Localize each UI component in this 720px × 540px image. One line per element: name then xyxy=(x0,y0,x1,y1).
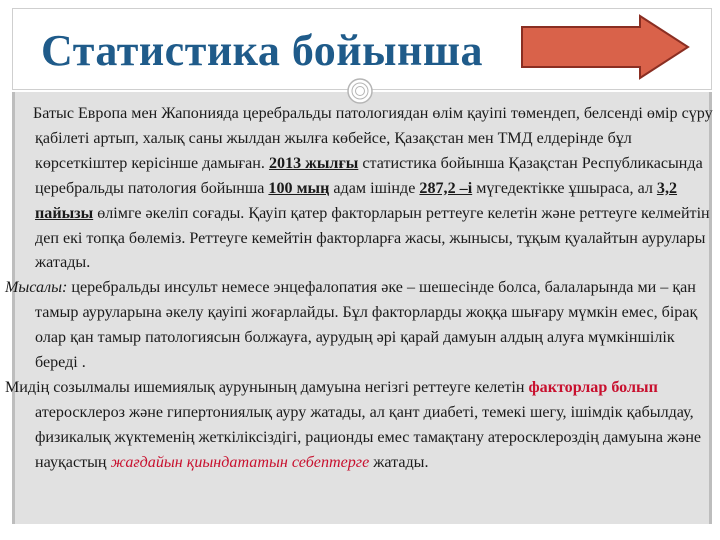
text-run: мүгедектікке ұшыраса, ал xyxy=(472,179,657,197)
slide-title: Статистика бойынша xyxy=(41,26,483,75)
text-run: Батыс Европа мен Жапонияда церебральды патологиядан өлім қауіпі төмендеп, белсенді өмір сүру қабілеті артып, халық саны жылдан жылға көбейсе, Қазақстан мен ТМД елдерінде бұл көрсеткіштер керісінше дамыған. xyxy=(33,105,713,172)
right-arrow-icon xyxy=(520,14,692,80)
paragraph-example xyxy=(0,276,716,376)
text-run: Мидің созылмалы ишемиялық аурунының дамуына негізгі реттеуге келетін xyxy=(5,378,529,396)
body-text xyxy=(0,102,716,476)
population-highlight: 100 мың xyxy=(268,179,330,197)
mortality-percent-highlight: 3,2 пайызы xyxy=(35,179,678,222)
year-highlight: 2013 жылғы xyxy=(268,154,359,172)
paragraph-statistics xyxy=(0,102,716,276)
example-label: Мысалы: xyxy=(5,279,68,297)
text-run: адам ішінде xyxy=(329,179,420,197)
text-run: жатады. xyxy=(369,453,429,471)
disability-rate-highlight: 287,2 –і xyxy=(419,179,473,197)
paragraph-risk-factors xyxy=(0,376,716,476)
complication-causes-highlight: жағдайын қиындататын себептерге xyxy=(110,453,370,471)
factors-highlight: факторлар болып xyxy=(528,378,658,396)
text-run: өлімге әкеліп соғады. Қауіп қатер факторларын реттеуге келетін және реттеуге келмейтін деп екі топқа бөлеміз. Реттеуге кемейтін факторларға жасы, жынысы, тұқым қуалайтын аурулары жатады. xyxy=(35,204,710,272)
text-run: атеросклероз және гипертониялық ауру жатады, ал қант диабеті, темекі шегу, ішімдік қабылдау, физикалық жүктеменің жеткіліксіздігі, рационды емес тамақтану атеросклероздің дамуына және науқастың xyxy=(35,403,702,471)
text-run: статистика бойынша Қазақстан Республикасында церебральды патология бойынша xyxy=(35,154,703,197)
text-run: церебральды инсульт немесе энцефалопатия әке – шешесінде болса, балаларында ми – қан тамыр ауруларына әкелу қауіпі жоғарлайды. Бұл факторларды жоққа шығару мүмкін емес, бірақ олар қан тамыр патологиясын болжауға, аурудың әрі қарай дамуын алдың алуға мүмкіншілік береді . xyxy=(35,279,698,372)
